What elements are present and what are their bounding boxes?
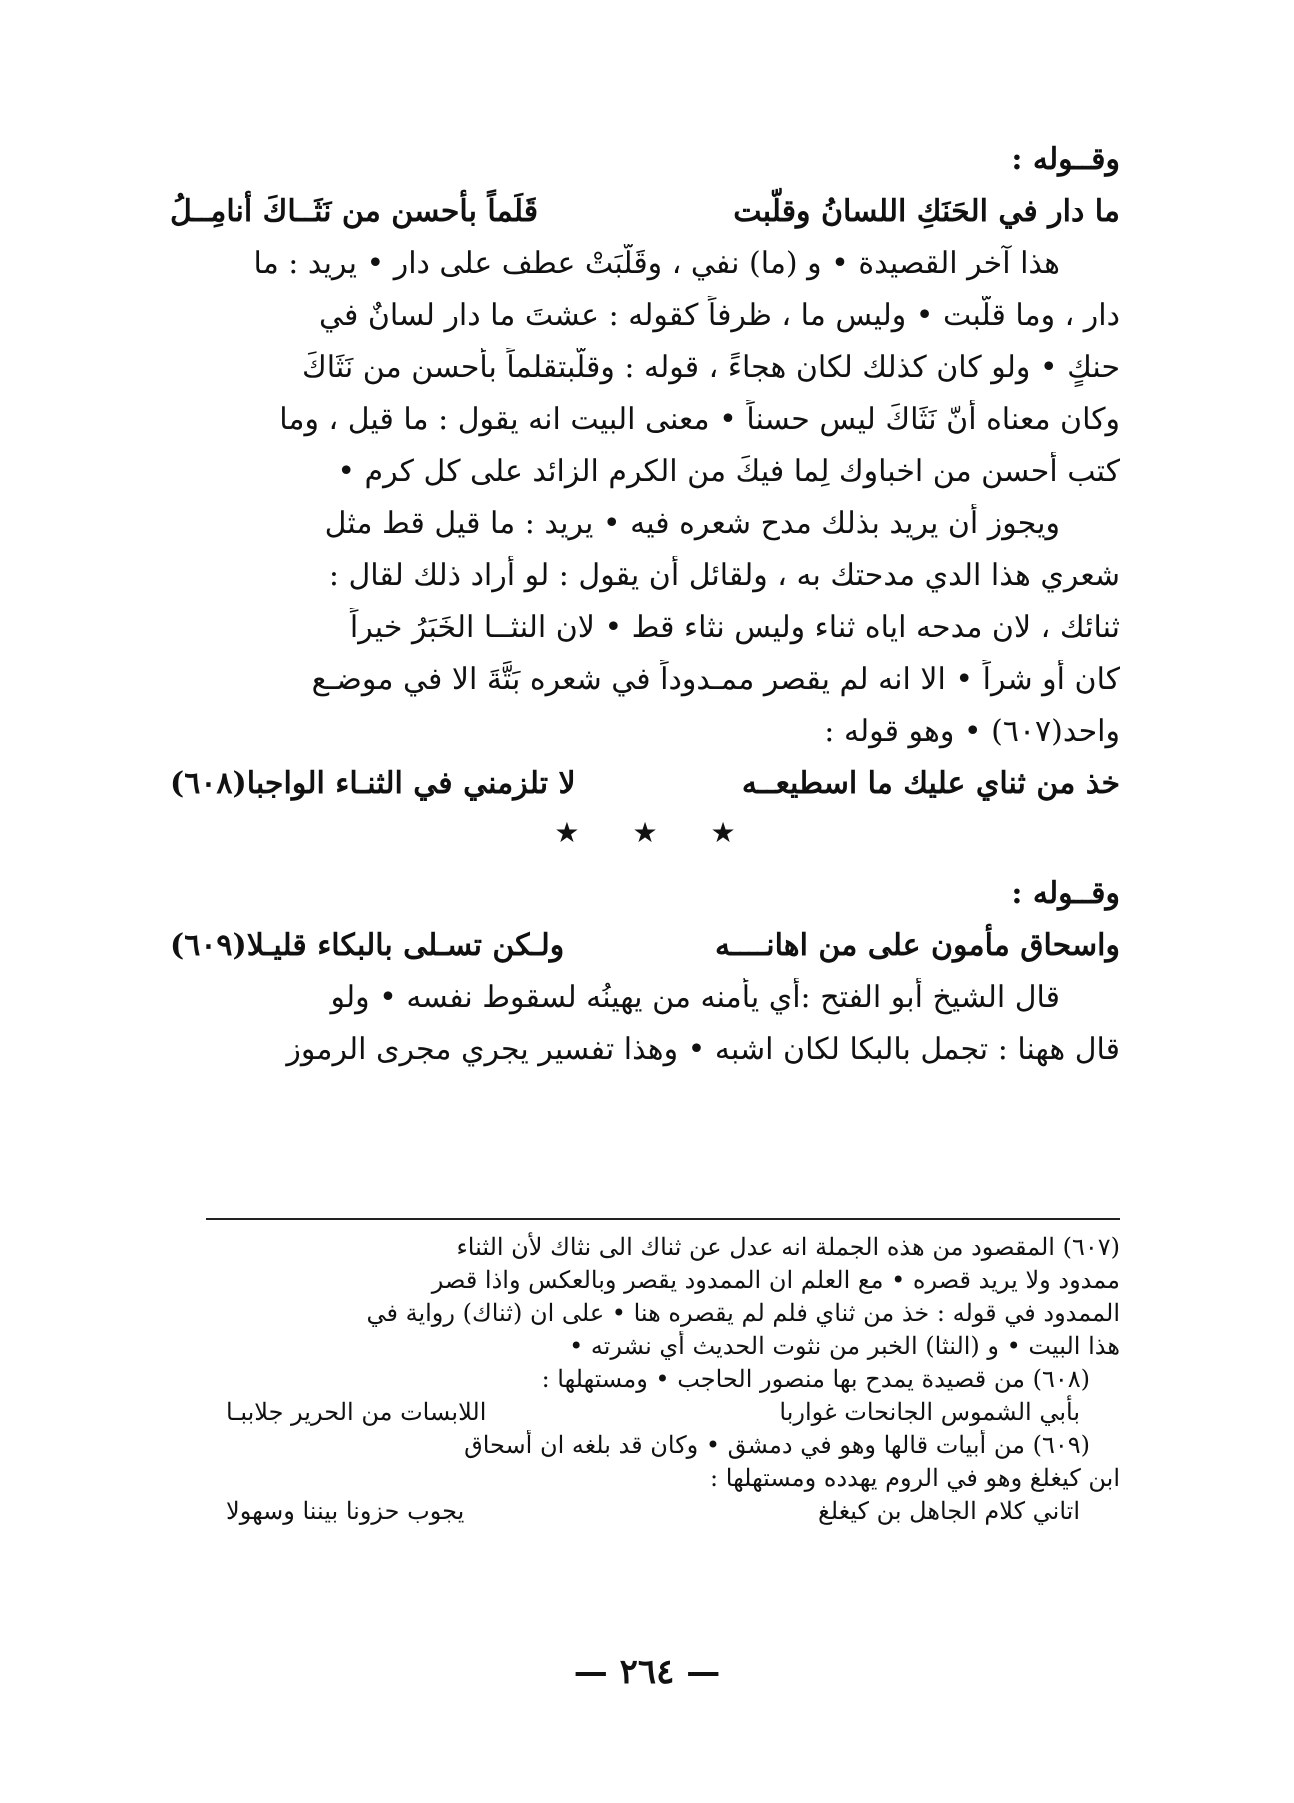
verse-2 bbox=[170, 764, 1120, 804]
footnote-609-line: (٦٠٩) من أبيات قالها وهو في دمشق • وكان قد بلغه ان أسحاق bbox=[464, 1431, 1090, 1459]
footnote-609-hemistich-1: اتاني كلام الجاهل بن كيغلغ bbox=[818, 1497, 1080, 1525]
verse-2-hemistich-2: لا تلزمني في الثنـاء الواجبا(٦٠٨) bbox=[170, 766, 576, 801]
star-icon: ★ bbox=[554, 816, 580, 849]
para-2-line: ويجوز أن يريد بذلك مدح شعره فيه • يريد : ما قيل قط مثل bbox=[324, 506, 1060, 541]
verse-1 bbox=[170, 192, 1120, 232]
para-1-line: دار ، وما قلّبت • وليس ما ، ظرفاً كقوله : عشتَ ما دار لسانٌ في bbox=[318, 298, 1120, 333]
para-2-line: واحد(٦٠٧) • وهو قوله : bbox=[824, 714, 1120, 749]
verse-3-hemistich-1: واسحاق مأمون على من اهانــــه bbox=[715, 928, 1120, 963]
para-2-line: شعري هذا الدي مدحتك به ، ولقائل أن يقول : لو أراد ذلك لقال : bbox=[328, 558, 1120, 593]
para-3-line: قال الشيخ أبو الفتح :أي يأمنه من يهينُه لسقوط نفسه • ولو bbox=[330, 980, 1060, 1015]
page-number: — ٢٦٤ — bbox=[573, 1652, 721, 1692]
verse-1-hemistich-2: قَلَماً بأحسن من نَثَــاكَ أنامِــلُ bbox=[170, 194, 539, 229]
star-icon: ★ bbox=[710, 816, 736, 849]
verse-1-hemistich-1: ما دار في الحَنَكِ اللسانُ وقلّبت bbox=[733, 194, 1120, 229]
footnote-609-verse bbox=[206, 1496, 1120, 1526]
para-1-line: حنكٍ • ولو كان كذلك لكان هجاءً ، قوله : وقلّبتقلماً بأحسن من نَثَاكَ bbox=[301, 350, 1120, 385]
footnote-607-line: الممدود في قوله : خذ من ثناي فلم لم يقصره هنا • على ان (ثناك) رواية في bbox=[366, 1299, 1120, 1327]
para-3-line: قال ههنا : تجمل بالبكا لكان اشبه • وهذا تفسير يجري مجرى الرموز bbox=[286, 1032, 1120, 1067]
verse-3 bbox=[170, 926, 1120, 966]
footnote-607-line: (٦٠٧) المقصود من هذه الجملة انه عدل عن ثناك الى نثاك لأن الثناء bbox=[456, 1233, 1120, 1261]
verse-2-hemistich-1: خذ من ثناي عليك ما اسطيعــه bbox=[741, 766, 1120, 801]
section-divider-stars bbox=[170, 816, 1120, 850]
footnote-608-verse bbox=[206, 1397, 1120, 1427]
footnote-609-hemistich-2: يجوب حزونا بيننا وسهولا bbox=[226, 1497, 465, 1525]
star-icon: ★ bbox=[632, 816, 658, 849]
main-text bbox=[170, 140, 1120, 1082]
para-1-line: هذا آخر القصيدة • و (ما) نفي ، وقَلَّبَتْ عطف على دار • يريد : ما bbox=[253, 246, 1060, 281]
footnote-609-line: ابن كيغلغ وهو في الروم يهدده ومستهلها : bbox=[710, 1464, 1120, 1492]
heading-qawluhu-2: وقــوله : bbox=[1011, 876, 1120, 911]
para-1-line: كتب أحسن من اخباوك لِما فيكَ من الكرم الزائد على كل كرم • bbox=[337, 454, 1120, 489]
footnote-608-hemistich-1: بأبي الشموس الجانحات غواربا bbox=[779, 1398, 1080, 1426]
para-1-line: وكان معناه أنّ نَثَاكَ ليس حسناً • معنى البيت انه يقول : ما قيل ، وما bbox=[279, 402, 1120, 437]
verse-3-hemistich-2: ولـكن تسـلى بالبكاء قليـلا(٦٠٩) bbox=[170, 928, 565, 963]
para-2-line: كان أو شراً • الا انه لم يقصر ممـدوداً في شعره بَتَّةَ الا في موضـع bbox=[311, 662, 1120, 697]
footnotes bbox=[206, 1232, 1120, 1529]
footnote-607-line: ممدود ولا يريد قصره • مع العلم ان الممدود يقصر وبالعكس واذا قصر bbox=[431, 1266, 1120, 1294]
footnote-608: (٦٠٨) من قصيدة يمدح بها منصور الحاجب • ومستهلها : bbox=[541, 1365, 1090, 1393]
heading-qawluhu-1: وقــوله : bbox=[1011, 142, 1120, 177]
para-2-line: ثنائك ، لان مدحه اياه ثناء وليس نثاء قط • لان النثــا الخَبَرُ خيراً bbox=[349, 610, 1120, 645]
footnote-607-line: هذا البيت • و (النثا) الخبر من نثوت الحديث أي نشرته • bbox=[569, 1332, 1120, 1360]
footnote-separator bbox=[206, 1218, 1120, 1220]
footnote-608-hemistich-2: اللابسات من الحرير جلاببـا bbox=[226, 1398, 487, 1426]
